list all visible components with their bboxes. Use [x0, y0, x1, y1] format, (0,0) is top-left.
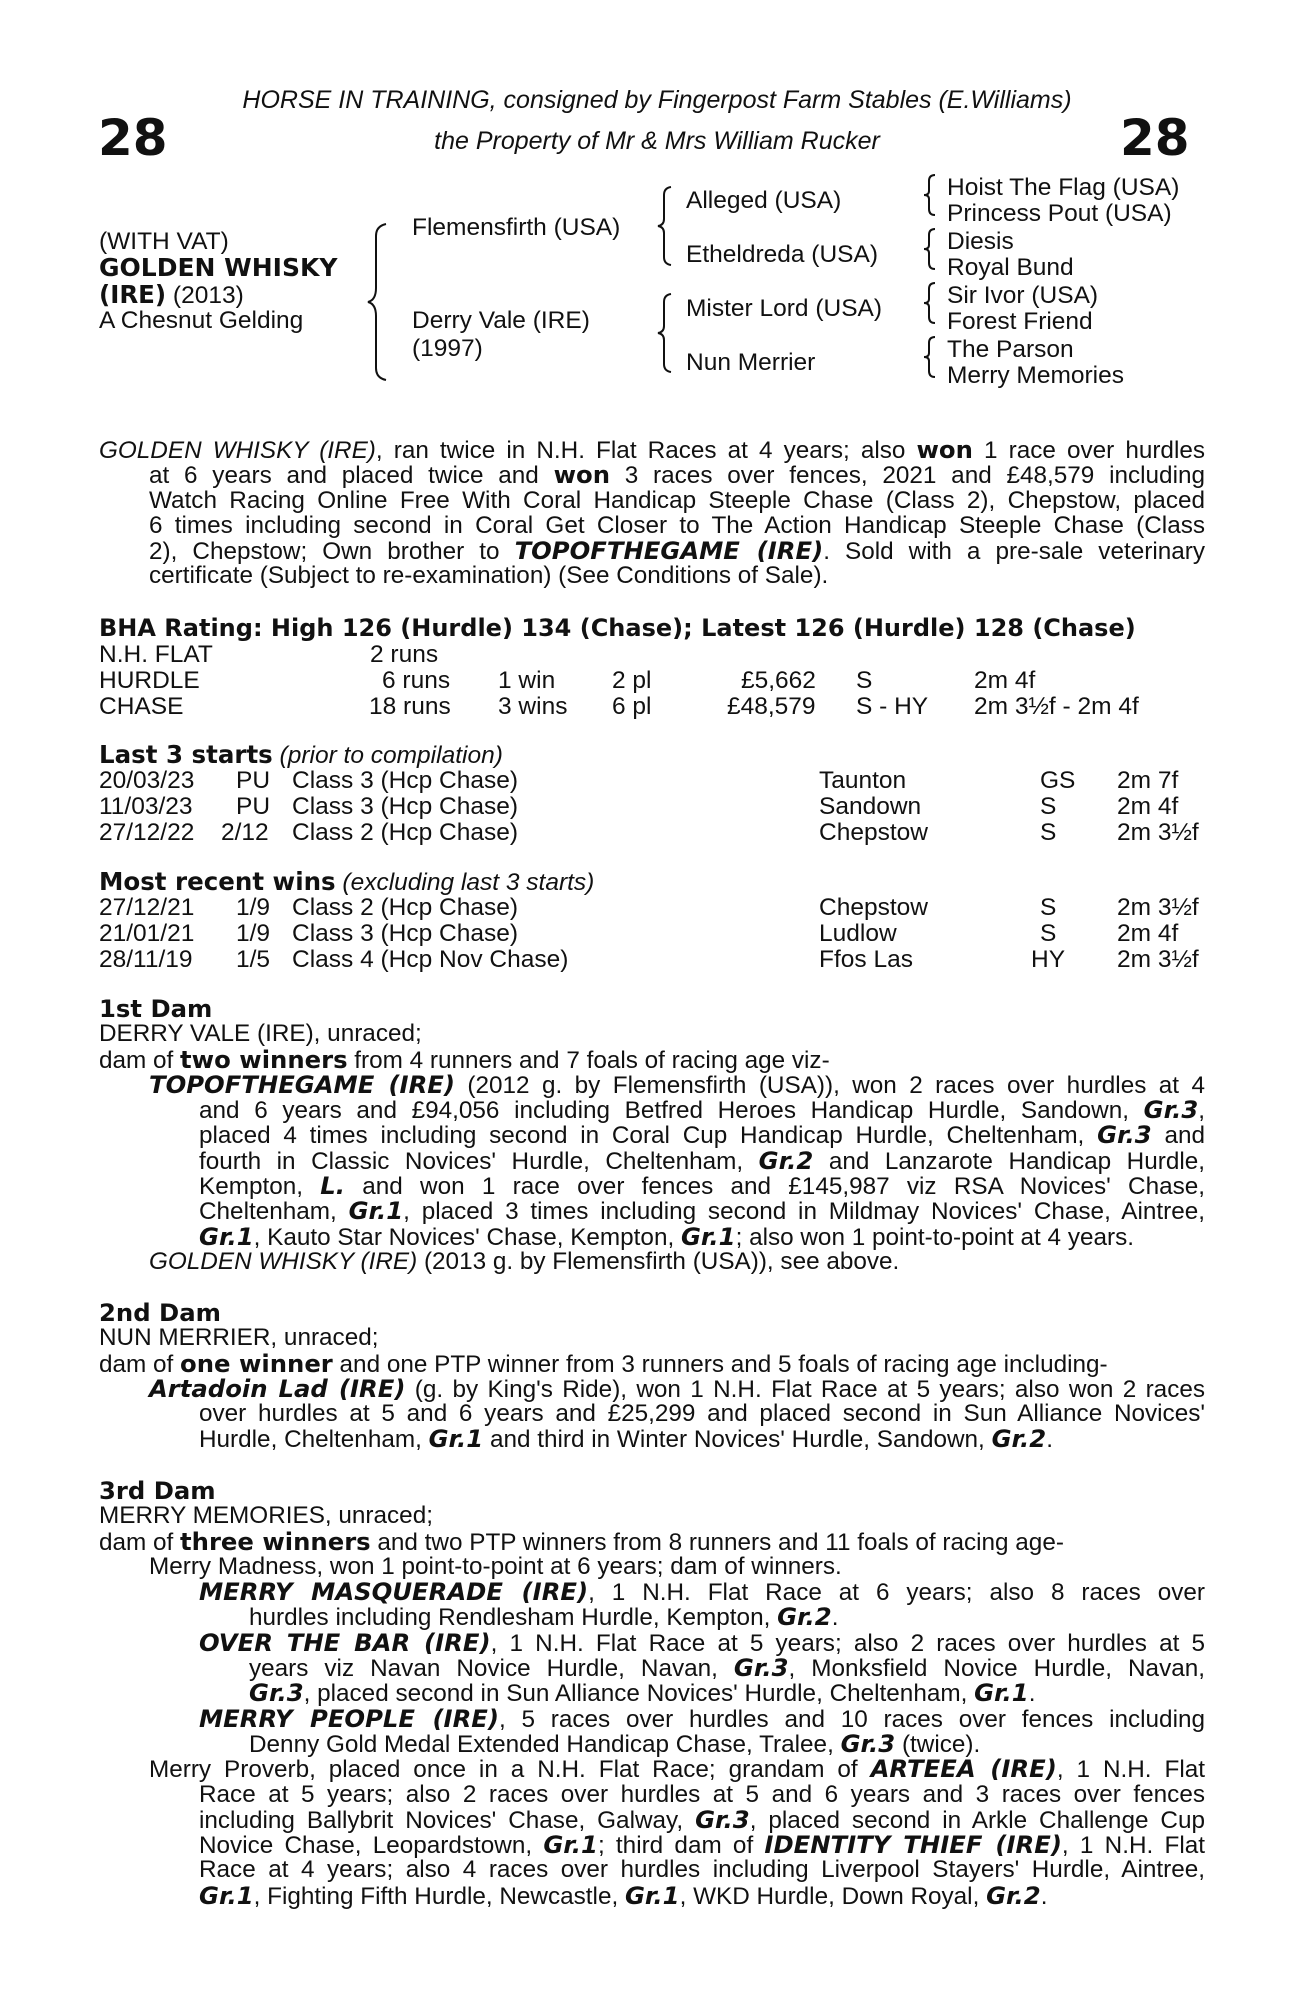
second-dam-title: 2nd Dam — [99, 1298, 221, 1327]
pedigree-g5: Sir Ivor (USA) — [947, 282, 1099, 309]
intro-paragraph: GOLDEN WHISKY (IRE), ran twice in N.H. Flat Races at 4 years; also won 1 race over hurdles at 6 years and placed twice and won 3 races over fences, 2021 and £48,579 including Watch Racing Online Free With Coral Handicap Steeple Chase (Class 2), Chepstow, placed 6 times including second in Coral Get Closer to The Action Handicap Steeple Chase (Class 2), Chepstow; Own brother to TOPOFTHEGAME (IRE). Sold with a pre-sale veterinary certificate (Subject to re-examination) (See Conditions of Sale). — [99, 435, 1206, 590]
first-dam-title: 1st Dam — [99, 994, 213, 1023]
pedigree-dam-sire: Mister Lord (USA) — [686, 295, 883, 322]
pedigree-brace-g56 — [921, 281, 941, 325]
pedigree-brace-g12 — [921, 173, 941, 217]
pedigree-brace-sire — [655, 185, 677, 267]
rating-row-chase: 18 runs CHASE 3 wins 6 pl £48,579 S - HY 2m 3½f - 2m 4f — [99, 693, 1139, 720]
horse-name: GOLDEN WHISKY — [99, 253, 338, 282]
pedigree-g2: Princess Pout (USA) — [947, 200, 1172, 227]
second-dam-section: 2nd Dam NUN MERRIER, unraced; dam of one winner and one PTP winner from 3 runners and 5 foals of racing age including- Artadoin Lad (IRE) (g. by King's Ride), won 1 N.H. Flat Race at 5 years; also won 2 races over hurdles at 5 and 6 years and £25,299 and placed second in Sun Alliance Novices' Hurdle, Cheltenham, Gr.1 and third in Winter Novices' Hurdle, Sandown, Gr.2. — [99, 1298, 1206, 1454]
first-dam-section: 1st Dam DERRY VALE (IRE), unraced; dam of two winners from 4 runners and 7 foals of racing age viz- TOPOFTHEGAME (IRE) (2012 g. by Flemensfirth (USA)), won 2 races over hurdles at 4 and 6 years and £94,056 including Betfred Heroes Handicap Hurdle, Sandown, Gr.3, placed 4 times including second in Coral Cup Handicap Hurdle, Cheltenham, Gr.3 and fourth in Classic Novices' Hurdle, Cheltenham, Gr.2 and Lanzarote Handicap Hurdle, Kempton, L. and won 1 race over fences and £145,987 viz RSA Novices' Chase, Cheltenham, Gr.1, placed 3 times including second in Mildmay Novices' Chase, Aintree, Gr.1, Kauto Star Novices' Chase, Kempton, Gr.1; also won 1 point-to-point at 4 years. GOLDEN WHISKY (IRE) (2013 g. by Flemensfirth (USA)), see above. — [99, 994, 1206, 1275]
last3-row: 20/03/23 PU Class 3 (Hcp Chase) Taunton GS 2m 7f — [99, 767, 1179, 794]
pedigree-g8: Merry Memories — [947, 362, 1124, 389]
vat-label: (WITH VAT) — [99, 228, 229, 255]
pedigree-brace-g78 — [921, 335, 941, 379]
bha-rating-title: BHA Rating: High 126 (Hurdle) 134 (Chase); Latest 126 (Hurdle) 128 (Chase) — [99, 614, 1136, 642]
pedigree-brace-g34 — [921, 227, 941, 271]
pedigree-g7: The Parson — [947, 336, 1074, 363]
pedigree-dam-year: (1997) — [412, 335, 483, 362]
recent-wins-title: Most recent wins (excluding last 3 starts) — [99, 867, 595, 896]
pedigree-dam-dam: Nun Merrier — [686, 349, 816, 376]
pedigree-g6: Forest Friend — [947, 308, 1093, 335]
consignor-line: HORSE IN TRAINING, consigned by Fingerpost Farm Stables (E.Williams) — [242, 86, 1072, 114]
third-dam-title: 3rd Dam — [99, 1476, 216, 1505]
lot-number-left: 28 — [98, 109, 168, 167]
rating-row-flat: N.H. FLAT 2 runs — [99, 641, 439, 668]
last3-row: 11/03/23 PU Class 3 (Hcp Chase) Sandown S 2m 4f — [99, 793, 1179, 820]
rating-row-hurdle: HURDLE 6 runs 1 win 2 pl £5,662 S 2m 4f — [99, 667, 1036, 694]
owner-line: the Property of Mr & Mrs William Rucker — [434, 127, 880, 155]
recent-win-row: 27/12/21 1/9 Class 2 (Hcp Chase) Chepstow S 2m 3½f — [99, 894, 1199, 921]
pedigree-sire-sire: Alleged (USA) — [686, 187, 842, 214]
pedigree-sire-dam: Etheldreda (USA) — [686, 241, 879, 268]
third-dam-section: 3rd Dam MERRY MEMORIES, unraced; dam of three winners and two PTP winners from 8 runners and 11 foals of racing age- Merry Madness, won 1 point-to-point at 6 years; dam of winners. MERRY MASQUERADE (IRE), 1 N.H. Flat Race at 6 years; also 8 races over hurdles including Rendlesham Hurdle, Kempton, Gr.2. OVER THE BAR (IRE), 1 N.H. Flat Race at 5 years; also 2 races over hurdles at 5 years viz Navan Novice Hurdle, Navan, Gr.3, Monksfield Novice Hurdle, Navan, Gr.3, placed second in Sun Alliance Novices' Hurdle, Cheltenham, Gr.1. MERRY PEOPLE (IRE), 5 races over hurdles and 10 races over fences including Denny Gold Medal Extended Handicap Chase, Tralee, Gr.3 (twice). Merry Proverb, placed once in a N.H. Flat Race; grandam of ARTEEA (IRE), 1 N.H. Flat Race at 5 years; also 2 races over hurdles at 5 and 6 years and 3 races over fences including Ballybrit Novices' Chase, Galway, Gr.3, placed second in Arkle Challenge Cup Novice Chase, Leopardstown, Gr.1; third dam of IDENTITY THIEF (IRE), 1 N.H. Flat Race at 4 years; also 4 races over hurdles including Liverpool Stayers' Hurdle, Aintree, Gr.1, Fighting Fifth Hurdle, Newcastle, Gr.1, WKD Hurdle, Down Royal, Gr.2. — [99, 1476, 1205, 1910]
pedigree-dam: Derry Vale (IRE) — [412, 307, 590, 334]
horse-name-suffix: (IRE) (2013) — [99, 280, 244, 309]
pedigree-brace-dam — [655, 292, 677, 374]
pedigree-g3: Diesis — [947, 228, 1014, 255]
recent-win-row: 21/01/21 1/9 Class 3 (Hcp Chase) Ludlow S 2m 4f — [99, 920, 1179, 947]
lot-number-right: 28 — [1120, 109, 1190, 167]
recent-win-row: 28/11/19 1/5 Class 4 (Hcp Nov Chase) Ffos Las HY 2m 3½f — [99, 946, 1199, 973]
pedigree-brace-main — [364, 222, 394, 382]
last3-title: Last 3 starts (prior to compilation) — [99, 740, 503, 769]
horse-description: A Chesnut Gelding — [99, 307, 304, 334]
last3-row: 27/12/22 2/12 Class 2 (Hcp Chase) Chepstow S 2m 3½f — [99, 819, 1199, 846]
pedigree-g1: Hoist The Flag (USA) — [947, 174, 1180, 201]
pedigree-g4: Royal Bund — [947, 254, 1074, 281]
pedigree-sire: Flemensfirth (USA) — [412, 214, 621, 241]
